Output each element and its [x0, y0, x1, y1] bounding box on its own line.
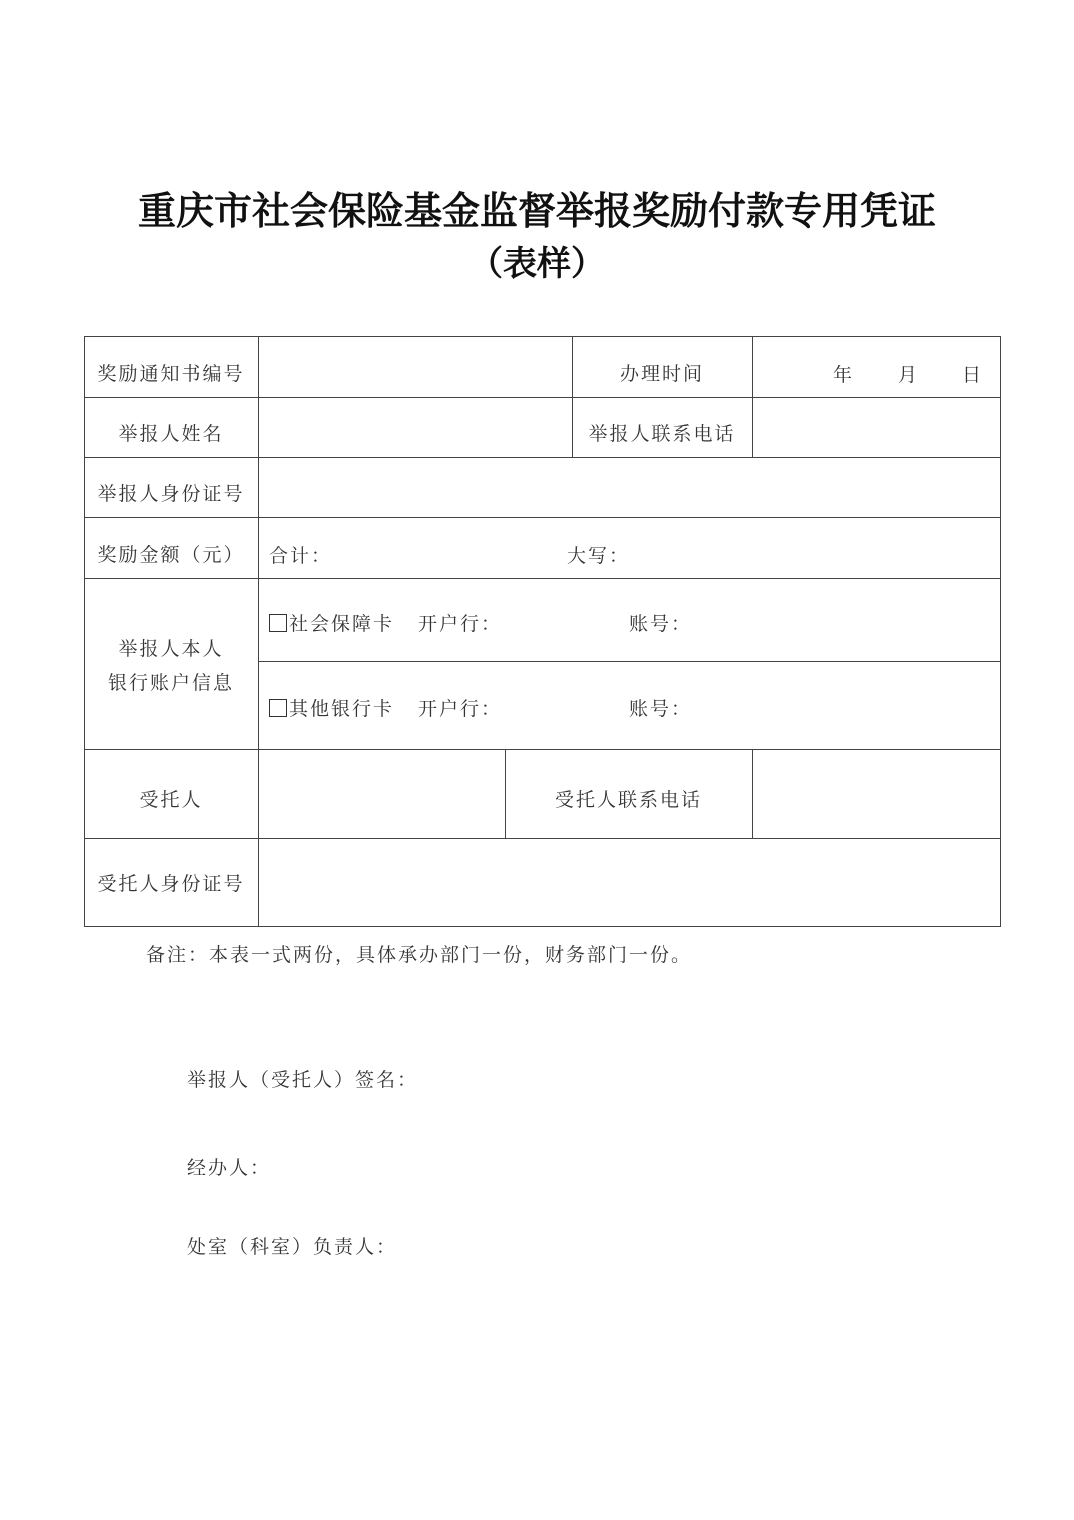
office-head-signature-label: 处室（科室）负责人： [187, 1236, 398, 1258]
bank-info-label [84, 630, 258, 702]
notice-no-field[interactable] [259, 337, 572, 397]
trustee-field[interactable] [259, 750, 505, 838]
trustee-phone-label: 受托人联系电话 [554, 789, 702, 812]
trustee-id-field[interactable] [259, 839, 1000, 926]
reporter-id-field[interactable] [259, 458, 1000, 517]
page-subtitle: （表样） [469, 244, 605, 284]
other-card-checkbox[interactable] [269, 699, 287, 717]
reporter-name-label: 举报人姓名 [118, 423, 224, 446]
bank-info-label-line1: 举报人本人 [118, 637, 224, 660]
social-card-checkbox[interactable] [269, 614, 287, 632]
date-year-label: 年 [833, 364, 855, 386]
trustee-id-label: 受托人身份证号 [97, 873, 245, 896]
reporter-phone-field[interactable] [753, 398, 1000, 457]
trustee-label: 受托人 [139, 789, 203, 812]
social-card-open-bank-label: 开户行： [418, 613, 503, 635]
table-rule [258, 661, 1001, 662]
table-border-right [1000, 336, 1001, 927]
reporter-name-field[interactable] [259, 398, 572, 457]
social-card-option[interactable] [269, 609, 394, 636]
reporter-phone-label: 举报人联系电话 [588, 423, 736, 446]
page-title: 重庆市社会保险基金监督举报奖励付款专用凭证 [137, 188, 936, 233]
capital-amount-label: 大写： [567, 545, 631, 567]
other-card-option[interactable] [269, 694, 394, 721]
social-card-label: 社会保障卡 [289, 613, 395, 635]
other-card-account-label: 账号： [629, 698, 693, 720]
table-border-bottom [84, 926, 1001, 927]
other-card-open-bank-label: 开户行： [418, 698, 503, 720]
notice-no-label: 奖励通知书编号 [97, 363, 245, 386]
handle-time-label: 办理时间 [619, 363, 704, 386]
other-card-label: 其他银行卡 [289, 698, 395, 720]
handler-signature-label: 经办人： [187, 1157, 272, 1179]
date-day-label: 日 [962, 364, 984, 386]
trustee-phone-field[interactable] [753, 750, 1000, 838]
reporter-signature-label: 举报人（受托人）签名： [187, 1069, 419, 1091]
remark-note: 备注：本表一式两份，具体承办部门一份，财务部门一份。 [146, 944, 693, 966]
bank-info-label-line2: 银行账户信息 [107, 672, 234, 694]
social-card-account-label: 账号： [629, 613, 693, 635]
total-label: 合计： [269, 545, 333, 567]
reward-amount-label: 奖励金额（元） [97, 544, 245, 567]
reporter-id-label: 举报人身份证号 [97, 483, 245, 506]
date-month-label: 月 [898, 364, 920, 386]
